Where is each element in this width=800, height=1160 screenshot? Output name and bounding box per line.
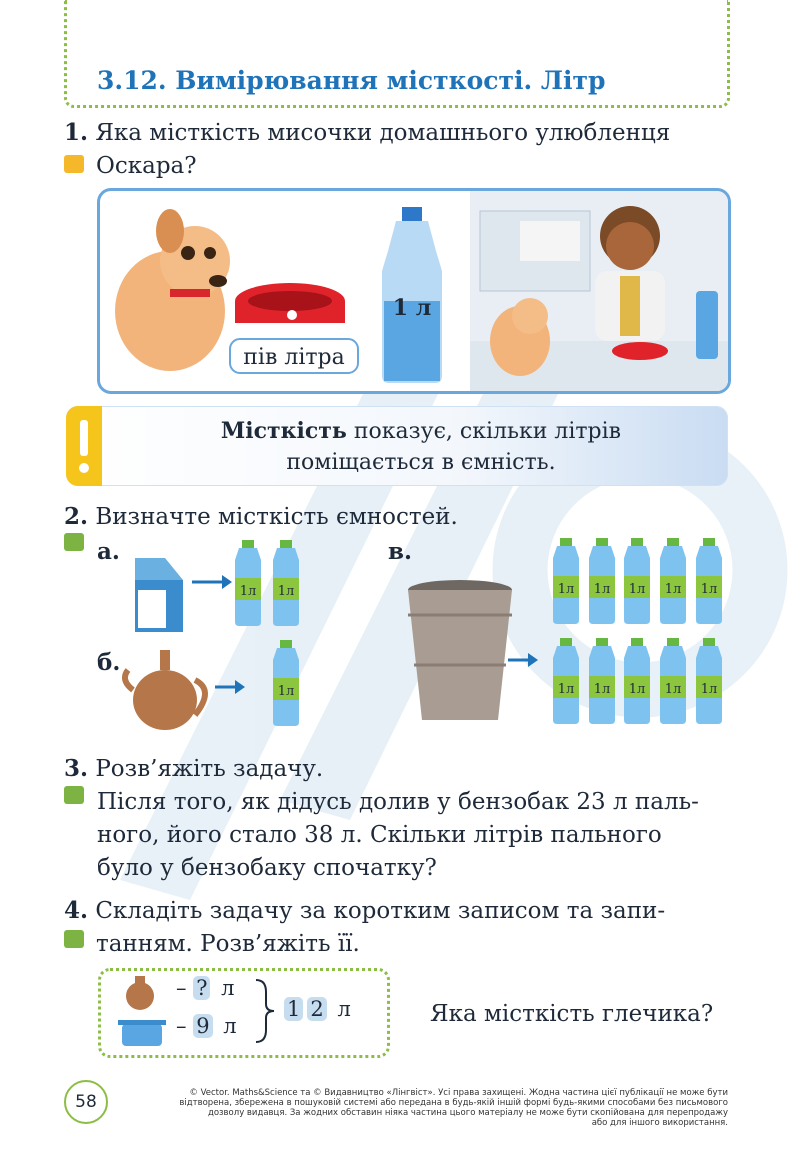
total <box>284 997 351 1021</box>
task2-number: 2. <box>64 503 89 530</box>
bottle-v-5-label: 1л <box>700 582 718 597</box>
bottle-v-4-label: 1л <box>664 582 682 597</box>
jug-and-pot-icons <box>118 974 168 1054</box>
bottle-a-1 <box>235 540 261 626</box>
bottle-b-1-label: 1л <box>277 684 295 699</box>
footer-line-2: відтворена, збережена в пошуковій системі або передана в будь-якій іншій формі будь-якими способами без письмового <box>179 1098 728 1108</box>
copyright-footer <box>108 1088 728 1128</box>
row2-unit: л <box>223 1014 237 1038</box>
footer-line-4: або для іншого використання. <box>591 1118 728 1128</box>
total-digit-1: 1 <box>284 997 303 1021</box>
puzzle-icon <box>64 786 84 804</box>
row1-unit: л <box>221 976 235 1000</box>
bottle-v-6 <box>553 638 579 724</box>
bottle-v-1 <box>553 538 579 624</box>
brace-icon <box>252 978 278 1044</box>
total-unit: л <box>337 997 351 1021</box>
page-number: 58 <box>64 1080 108 1124</box>
task3-line1: Після того, як дідусь долив у бензобак 23 л паль- <box>97 789 699 815</box>
bottle-a-1-label: 1л <box>239 584 257 599</box>
exclamation-icon <box>66 406 102 486</box>
total-digit-2: 2 <box>307 997 326 1021</box>
task3-number: 3. <box>64 755 89 782</box>
task2-b-letter: б. <box>97 649 121 676</box>
row1 <box>176 976 234 1000</box>
task3-line2: ного, його стало 38 л. Скільки літрів пального <box>97 822 662 848</box>
bottle-v-10-label: 1л <box>700 682 718 697</box>
bowl-icon <box>235 283 345 323</box>
rule-text <box>126 416 716 478</box>
task4-line2: танням. Розв’яжіть її. <box>96 931 360 957</box>
bottle-v-2-label: 1л <box>593 582 611 597</box>
puzzle-icon-2 <box>64 930 84 948</box>
bottle-b-1 <box>273 640 299 726</box>
bottle-v-6-label: 1л <box>557 682 575 697</box>
bottle-a-2-label: 1л <box>277 584 295 599</box>
rule-line2: поміщається в ємність. <box>286 450 556 475</box>
section-title: 3.12. Вимірювання місткості. Літр <box>97 66 606 95</box>
bottle-v-9 <box>660 638 686 724</box>
half-litre-label: пів літра <box>243 345 345 370</box>
task1-text <box>64 116 729 183</box>
bottle-v-8 <box>624 638 650 724</box>
task3-problem <box>97 786 727 885</box>
bottle-v-3-label: 1л <box>628 582 646 597</box>
task1-scene <box>100 191 728 391</box>
task4-line1: Складіть задачу за коротким записом та запи- <box>95 898 666 924</box>
pot-icon <box>118 1020 166 1046</box>
bottle-v-3 <box>624 538 650 624</box>
task2-scene <box>0 530 800 740</box>
row2 <box>176 1014 237 1038</box>
rule-box <box>66 406 728 486</box>
row1-value: ? <box>193 976 210 1000</box>
bottle-v-9-label: 1л <box>664 682 682 697</box>
task4-number: 4. <box>64 897 89 924</box>
task3-heading <box>64 752 323 786</box>
jug-icon <box>126 976 154 1010</box>
bottle-v-2 <box>589 538 615 624</box>
discuss-icon <box>64 155 84 173</box>
bottle-v-8-label: 1л <box>628 682 646 697</box>
bottle-v-10 <box>696 638 722 724</box>
bottle-v-7 <box>589 638 615 724</box>
task1-line2: Оскара? <box>96 153 197 179</box>
task1-number: 1. <box>64 119 89 146</box>
task1-line1: Яка місткість мисочки домашнього улюбленця <box>95 120 671 146</box>
row2-value: 9 <box>193 1014 212 1038</box>
task4-heading <box>64 894 729 961</box>
bottle-a-2 <box>273 540 299 626</box>
bottle-v-4 <box>660 538 686 624</box>
rule-bold: Місткість <box>220 418 347 444</box>
task2-a-letter: а. <box>97 538 120 565</box>
task2-text <box>64 500 458 534</box>
task3-instruction: Розв’яжіть задачу. <box>95 756 324 782</box>
bottle-v-1-label: 1л <box>557 582 575 597</box>
rule-rest: показує, скільки літрів <box>346 419 622 444</box>
task4-question: Яка місткість глечика? <box>430 1001 714 1027</box>
task2-v-letter: в. <box>388 538 412 565</box>
one-litre-label: 1 л <box>392 295 432 321</box>
bottle-v-7-label: 1л <box>593 682 611 697</box>
task1-illustration <box>97 188 731 394</box>
milk-carton-icon <box>135 558 183 632</box>
footer-line-3: дозволу видавця. За жодних обставин ніяка частина цього матеріалу не може бути скопійована для перепродажу <box>207 1108 728 1118</box>
row2-dash: – <box>176 1014 187 1038</box>
bucket-icon <box>408 580 512 720</box>
dog-icon <box>115 209 230 371</box>
boy-icon <box>595 206 665 341</box>
bottle-v-5 <box>696 538 722 624</box>
row1-dash: – <box>176 976 187 1000</box>
task3-line3: було у бензобаку спочатку? <box>97 855 437 881</box>
footer-line-1: © Vector. Maths&Science та © Видавництво «Лінгвіст». Усі права захищені. Жодна частина цієї публікації не може бути <box>189 1088 728 1098</box>
task2-instruction: Визначте місткість ємностей. <box>95 504 458 530</box>
teapot-icon <box>125 650 205 730</box>
